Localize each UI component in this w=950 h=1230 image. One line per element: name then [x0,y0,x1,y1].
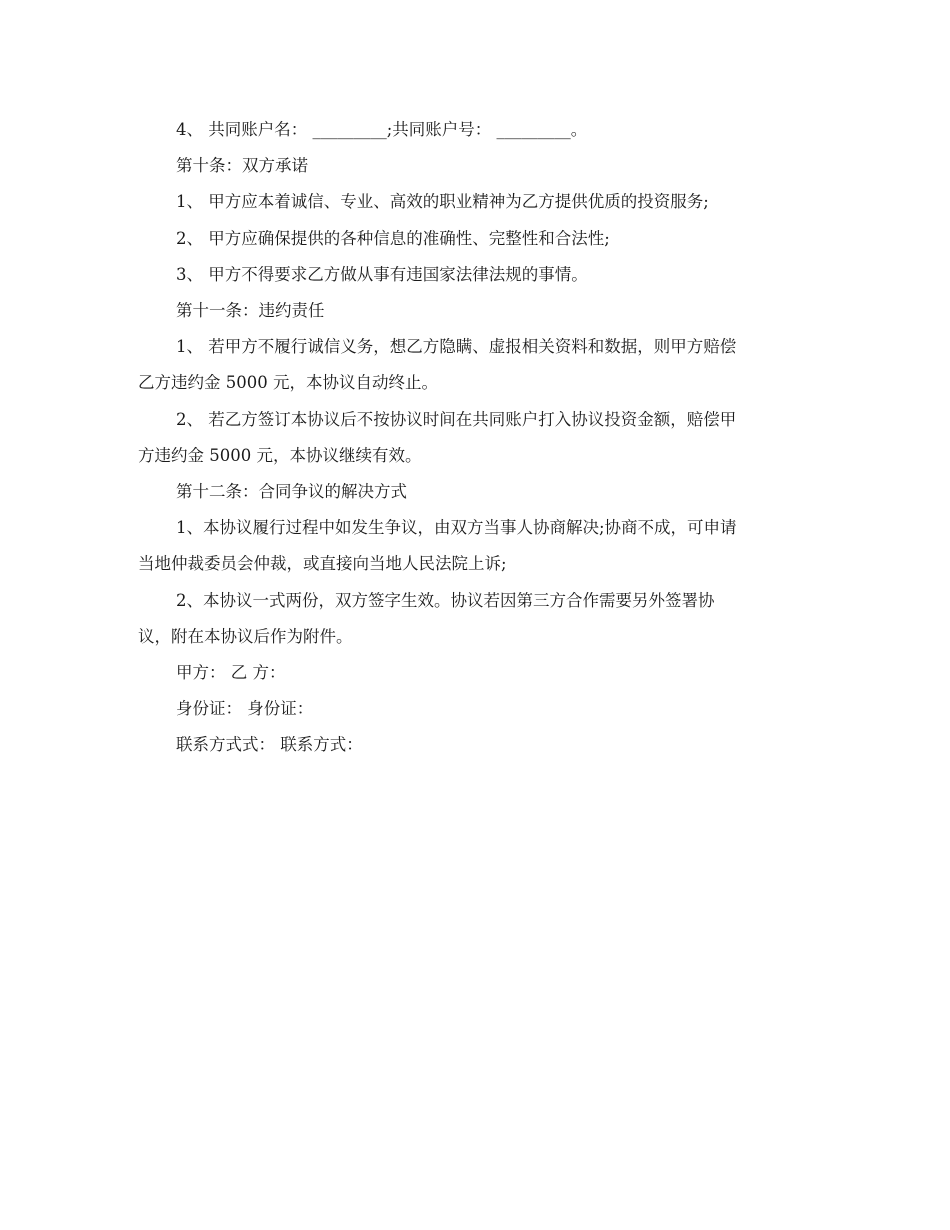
signature-party-line: 甲方： 乙 方： [176,663,286,683]
signature-contact-line: 联系方式式： 联系方式： [176,735,363,755]
article-10-item-3: 3、 甲方不得要求乙方做从事有违国家法律法规的事情。 [176,264,588,284]
article-12-item-1-line-2: 当地仲裁委员会仲裁，或直接向当地人民法院上诉; [138,554,507,574]
article-10-item-2: 2、 甲方应确保提供的各种信息的准确性、完整性和合法性; [176,228,610,248]
article-12-item-2-line-1: 2、本协议一式两份，双方签字生效。协议若因第三方合作需要另外签署协 [176,590,715,610]
article-12-item-2-line-2: 议，附在本协议后作为附件。 [138,626,353,646]
article-11-item-2-line-2: 方违约金 5000 元，本协议继续有效。 [138,445,422,465]
article-12-item-1-line-1: 1、本协议履行过程中如发生争议，由双方当事人协商解决;协商不成，可申请 [176,518,737,538]
article-10-item-1: 1、 甲方应本着诚信、专业、高效的职业精神为乙方提供优质的投资服务; [176,192,709,212]
article-10-heading: 第十条：双方承诺 [176,156,308,176]
article-11-heading: 第十一条：违约责任 [176,301,325,321]
article-11-item-1-line-2: 乙方违约金 5000 元，本协议自动终止。 [138,373,438,393]
signature-id-line: 身份证： 身份证： [176,699,314,719]
article-11-item-1-line-1: 1、 若甲方不履行诚信义务，想乙方隐瞒、虚报相关资料和数据，则甲方赔偿 [176,337,737,357]
article-11-item-2-line-1: 2、 若乙方签订本协议后不按协议时间在共同账户打入协议投资金额，赔偿甲 [176,409,737,429]
document-page [138,112,814,764]
account-line: 4、 共同账户名： _________;共同账户号： _________。 [176,120,588,139]
article-12-heading: 第十二条：合同争议的解决方式 [176,482,407,502]
